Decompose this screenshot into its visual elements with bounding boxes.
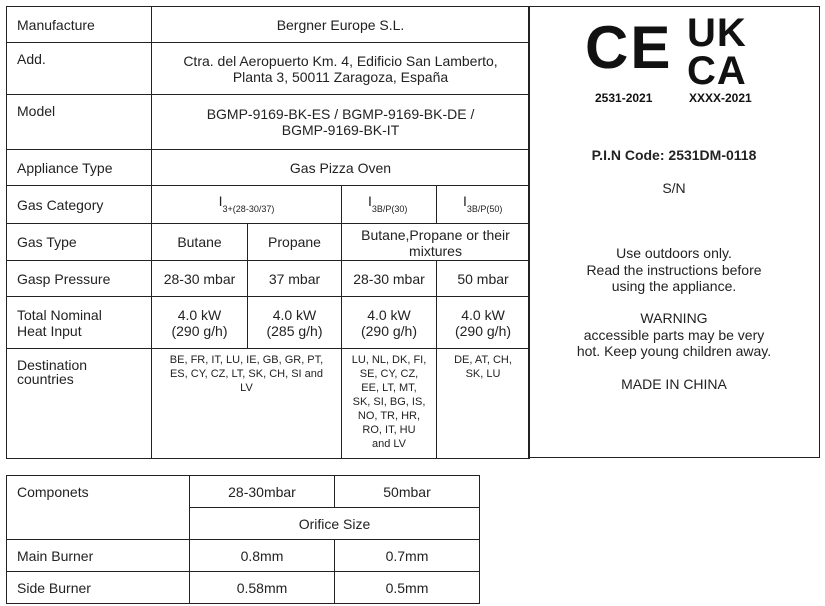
heat-input-value: 4.0 kW (290 g/h) (342, 297, 437, 349)
table-row (7, 572, 480, 604)
gas-category-2: $I_{3B/P(30)}$ (342, 186, 437, 224)
ce-code: 2531-2021 (595, 91, 653, 105)
manufacture-label: Manufacture (7, 7, 152, 43)
orifice-header-row (7, 476, 480, 508)
table-row (7, 540, 480, 572)
address-label: Add. (7, 43, 152, 95)
orifice-value: 0.7mm (335, 540, 480, 572)
row-heat-input (7, 297, 530, 349)
orifice-table (6, 475, 480, 604)
pin-code: P.I.N Code: 2531DM-0118 (591, 147, 757, 163)
pressure-value: 28-30 mbar (152, 261, 248, 297)
destination-countries-3: DE, AT, CH, SK, LU (437, 349, 530, 459)
orifice-value: 0.58mm (190, 572, 335, 604)
appliance-type-label: Appliance Type (7, 150, 152, 186)
components-label: Componets (7, 476, 190, 540)
orifice-size-label: Orifice Size (190, 508, 480, 540)
row-gas-category (7, 186, 530, 224)
address-line-1: Ctra. del Aeropuerto Km. 4, Edificio San Lamberto, (183, 52, 498, 69)
appliance-type-value: Gas Pizza Oven (152, 150, 530, 186)
row-model (7, 95, 530, 150)
row-address (7, 43, 530, 95)
gas-category-label: Gas Category (7, 186, 152, 224)
ukca-mark-top: UK (687, 11, 747, 55)
orifice-col-2: 50mbar (335, 476, 480, 508)
row-gas-type (7, 224, 530, 261)
gas-category-3: $I_{3B/P(50)}$ (437, 186, 530, 224)
pressure-value: 28-30 mbar (342, 261, 437, 297)
row-destination (7, 349, 530, 459)
address-line-2: Planta 3, 50011 Zaragoza, España (232, 68, 449, 85)
gas-category-1: $I_{3+(28-30/37)}$ (152, 186, 342, 224)
warning-notice: WARNING accessible parts may be very hot. Keep young children away. (529, 310, 819, 360)
destination-countries-2: LU, NL, DK, FI, SE, CY, CZ, EE, LT, MT, SK, SI, BG, IS, NO, TR, HR, RO, IT, HU and LV (342, 349, 437, 459)
pressure-value: 37 mbar (248, 261, 342, 297)
gas-type-label: Gas Type (7, 224, 152, 261)
side-burner-label: Side Burner (7, 572, 190, 604)
orifice-value: 0.8mm (190, 540, 335, 572)
model-line-1: BGMP-9169-BK-ES / BGMP-9169-BK-DE / (206, 106, 475, 122)
destination-label: Destination countries (7, 349, 152, 459)
destination-countries-1: BE, FR, IT, LU, IE, GB, GR, PT, ES, CY, CZ, LT, SK, CH, SI and LV (152, 349, 342, 459)
usage-notice: Use outdoors only. Read the instructions before using the appliance. (586, 245, 762, 294)
manufacture-value: Bergner Europe S.L. (152, 7, 530, 43)
orifice-value: 0.5mm (335, 572, 480, 604)
gas-type-butane: Butane (152, 224, 248, 261)
warning-title: WARNING (640, 310, 708, 326)
row-appliance-type (7, 150, 530, 186)
ce-mark: CE (585, 14, 673, 81)
ukca-mark-bottom: CA (687, 49, 747, 93)
model-line-2: BGMP-9169-BK-IT (281, 122, 400, 138)
gas-type-mixtures: Butane,Propane or their mixtures (342, 224, 530, 261)
heat-input-value: 4.0 kW (290 g/h) (437, 297, 530, 349)
heat-input-label: Total Nominal Heat Input (7, 297, 152, 349)
address-value (152, 43, 530, 95)
gas-type-propane: Propane (248, 224, 342, 261)
pressure-value: 50 mbar (437, 261, 530, 297)
row-pressure (7, 261, 530, 297)
row-manufacture (7, 7, 530, 43)
pressure-label: Gasp Pressure (7, 261, 152, 297)
heat-input-value: 4.0 kW (285 g/h) (248, 297, 342, 349)
certification-panel (528, 6, 820, 458)
made-in: MADE IN CHINA (621, 376, 727, 392)
spec-table (6, 6, 530, 459)
serial-number: S/N (662, 180, 686, 196)
ukca-code: XXXX-2021 (689, 91, 752, 105)
model-label: Model (7, 95, 152, 150)
orifice-col-1: 28-30mbar (190, 476, 335, 508)
main-burner-label: Main Burner (7, 540, 190, 572)
heat-input-value: 4.0 kW (290 g/h) (152, 297, 248, 349)
model-value (152, 95, 530, 150)
